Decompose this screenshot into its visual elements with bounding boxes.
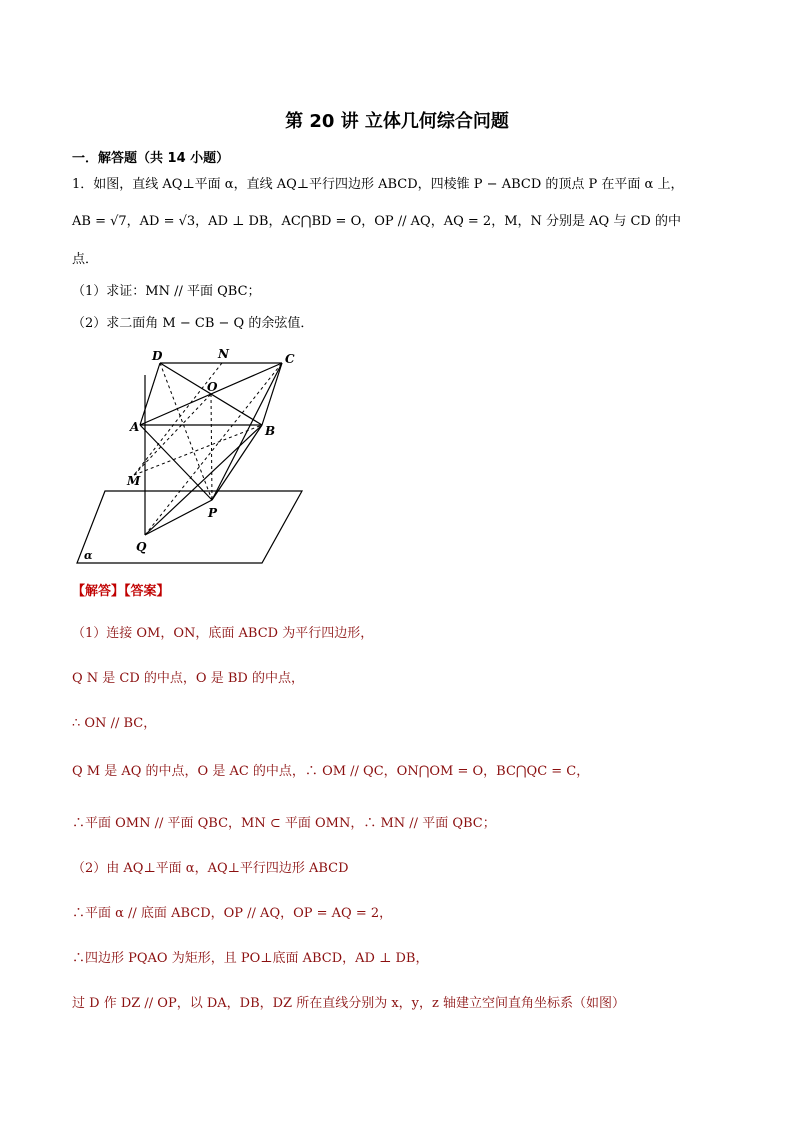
problem-line-3: 点．: [72, 252, 99, 267]
solution-line: ∴四边形 PQAO 为矩形，且 PO⊥底面 ABCD，AD ⊥ DB，: [72, 951, 429, 966]
plane-alpha: [77, 491, 302, 563]
geometry-figure: [72, 345, 308, 570]
solution-line: （2）由 AQ⊥平面 α，AQ⊥平行四边形 ABCD: [72, 861, 349, 876]
label-O: O: [207, 380, 218, 394]
label-A: A: [130, 420, 140, 434]
solution-line: Q M 是 AQ 的中点，O 是 AC 的中点，∴ OM // QC，ON⋂OM = O，BC⋂QC = C，: [72, 764, 590, 779]
problem-line-2: AB = √7，AD = √3，AD ⊥ DB，AC⋂BD = O，OP // AQ，AQ = 2，M，N 分别是 AQ 与 CD 的中: [72, 214, 681, 229]
solution-line: （1）连接 OM，ON，底面 ABCD 为平行四边形，: [72, 626, 374, 641]
question-2: （2）求二面角 M − CB − Q 的余弦值．: [72, 316, 314, 331]
solution-line: ∴平面 α // 底面 ABCD，OP // AQ，OP = AQ = 2，: [72, 906, 393, 921]
figure-svg: [72, 345, 308, 570]
solution-line: Q N 是 CD 的中点，O 是 BD 的中点，: [72, 671, 304, 686]
question-1: （1）求证：MN // 平面 QBC；: [72, 284, 261, 299]
label-P: P: [208, 506, 218, 520]
label-N: N: [218, 347, 229, 361]
solution-line: ∴平面 OMN // 平面 QBC，MN ⊂ 平面 OMN，∴ MN // 平面 QBC；: [72, 816, 496, 831]
solution-line: ∴ ON // BC，: [72, 716, 157, 731]
page-title: 第 20 讲 立体几何综合问题: [285, 111, 509, 132]
label-C: C: [285, 352, 295, 366]
label-M: M: [127, 474, 141, 488]
answer-tag: 【解答】【答案】: [72, 584, 170, 599]
solution-line: 过 D 作 DZ // OP，以 DA，DB，DZ 所在直线分别为 x，y，z 轴建立空间直角坐标系（如图）: [72, 996, 626, 1011]
label-D: D: [152, 349, 163, 363]
problem-line-1: 1．如图，直线 AQ⊥平面 α，直线 AQ⊥平行四边形 ABCD，四棱锥 P − ABCD 的顶点 P 在平面 α 上，: [72, 177, 684, 192]
label-alpha: α: [84, 549, 93, 562]
label-B: B: [265, 424, 276, 438]
label-Q: Q: [136, 540, 147, 554]
section-heading: 一．解答题（共 14 小题）: [72, 151, 230, 166]
